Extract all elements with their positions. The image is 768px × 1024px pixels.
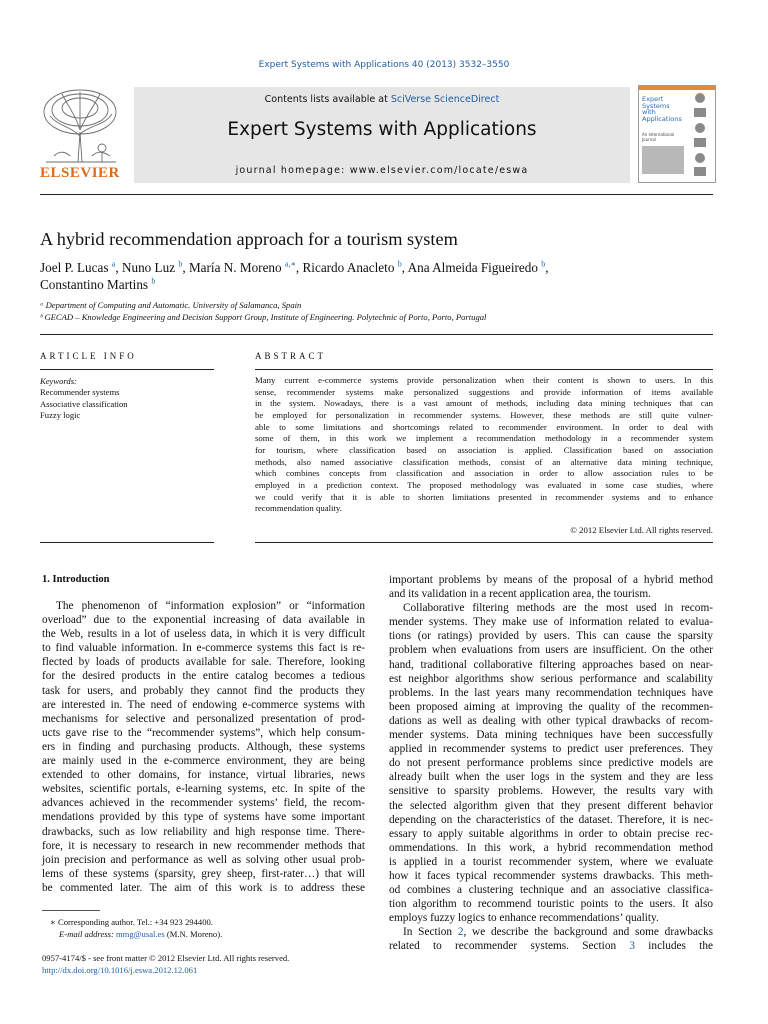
body-line: are interested in. The need of endowing e-commerce systems with: [42, 698, 365, 711]
elsevier-wordmark: ELSEVIER: [40, 165, 120, 181]
body-line: ucts gave rise to the “recommender systems”, which help consum-: [42, 726, 365, 739]
affiliation-b: ᵇ GECAD – Knowledge Engineering and Decision Support Group, Institute of Engineering. Polytechnic of Porto, Porto, Portugal: [40, 312, 487, 322]
journal-banner: [134, 87, 630, 183]
body-line: task for users, and probably they cannot find the products they: [42, 684, 365, 697]
abstract-line: some of them, in this work we implement a recommendation methodology in a recommender system: [255, 433, 713, 444]
body-line: tions (or ratings) provided by users. This can cause the sparsity: [389, 630, 713, 643]
body-line: do not present performance problems since predictive models are: [389, 757, 713, 770]
body-line: The phenomenon of “information explosion” or “information: [56, 600, 365, 612]
body-line: the selected algorithm given that they present different behavior: [389, 799, 713, 812]
abstract-body: [255, 375, 713, 515]
abstract-line: for tourism, where classification based on association is applied. Classification based on association: [255, 444, 713, 455]
body-line: and its validation in a recent application area, the tourism.: [389, 588, 651, 601]
author-affiliation-mark[interactable]: a,∗: [284, 259, 296, 269]
section-heading: 1. Introduction: [42, 574, 110, 585]
body-line: already built when the user logs in the system and they are less: [389, 771, 713, 784]
section-reference-link[interactable]: 3: [629, 940, 636, 953]
author-affiliation-mark[interactable]: b: [178, 259, 183, 269]
body-line: ommendations. In this work, a hybrid recommendation method: [389, 841, 713, 854]
body-line: hand, traditional collaborative filtering approaches based on near-: [389, 658, 713, 671]
abstract-rule: [255, 369, 713, 370]
abstract-bottom-rule: [255, 542, 713, 543]
body-line: problems. In the last years many recommendation techniques have: [389, 686, 713, 699]
copyright-notice: © 2012 Elsevier Ltd. All rights reserved.: [570, 525, 713, 535]
affiliation-rule: [40, 334, 713, 335]
abstract-line: sense, recommender systems make personalized suggestions and provide information of items available: [255, 386, 713, 397]
body-line: essary to apply suitable algorithms in order to obtain precise rec-: [389, 827, 713, 840]
body-line: problem when evaluations from users are insufficient. On the other: [389, 644, 713, 657]
contents-line: [134, 94, 630, 105]
cover-icon-column: [687, 90, 713, 178]
author-affiliation-mark[interactable]: b: [541, 259, 546, 269]
cover-title-line: Applications: [642, 114, 682, 123]
body-line: to find valuable information. In e-commerce systems this fact is re-: [42, 642, 365, 655]
footnote: [50, 917, 222, 940]
body-text: , we describe the background and some drawbacks: [463, 926, 713, 939]
body-line: od combines a clustering technique and an associative classifica-: [389, 884, 713, 897]
article-info-rule: [40, 369, 214, 370]
elsevier-tree-logo: [40, 86, 122, 164]
keywords-block: [40, 376, 128, 421]
body-text: includes the: [635, 940, 713, 953]
body-left-column: [42, 599, 365, 895]
cover-subtitle-line: Journal: [642, 137, 656, 142]
body-line: extended to other domains, for instance, virtual libraries, news: [42, 769, 365, 782]
cover-subtitle: [642, 132, 674, 142]
keyword: Associative classification: [40, 398, 128, 409]
author-name: Ricardo Anacleto: [302, 260, 395, 275]
journal-title: Expert Systems with Applications: [227, 119, 537, 140]
body-line: mendations provided by this type of systems have some important: [42, 811, 365, 824]
body-line: mechanisms for selective and personalized presentation of prod-: [42, 712, 365, 725]
cover-subtitle-line: An International: [642, 132, 675, 137]
abstract-line: employed in a prediction context. The proposed methodology was evaluated in some case studies, where: [255, 479, 713, 490]
author-affiliation-mark[interactable]: b: [397, 259, 402, 269]
body-line: dations as well as dealing with other typical drawbacks of recom-: [389, 714, 713, 727]
body-line: overload” due to the exponential increasing of data available in: [42, 614, 365, 627]
body-line: tion algorithm to recommend touristic points to the users. It also: [389, 898, 713, 911]
body-line: employs fuzzy logics to enhance recommendations’ quality.: [389, 912, 659, 925]
body-line: [389, 939, 713, 953]
author-affiliation-mark[interactable]: b: [151, 276, 156, 286]
keyword: Recommender systems: [40, 387, 120, 398]
body-line: est neighbor algorithms show serious performance and scalability: [389, 672, 713, 685]
body-right-column: [389, 573, 713, 954]
body-line: depending on the characteristics of the dataset. Therefore, it is nec-: [389, 813, 713, 826]
body-line: the Web, results in a lot of useless data, in which it is very difficult: [42, 628, 365, 641]
body-line: is applied in a tourist recommender system, where we evaluate: [389, 855, 713, 868]
issn-line: 0957-4174/$ - see front matter © 2012 Elsevier Ltd. All rights reserved.: [42, 953, 290, 963]
author-line-1: Joel P. Lucas $^a$, Nuno Luz $^b$, María N. Moreno $^{a,∗}$, Ricardo Anacleto $^b$, Ana Almeida Figueiredo $^b$,: [40, 259, 549, 275]
body-line: been proposed aiming at improving the quality of the recommen-: [389, 700, 713, 713]
body-line: mender systems. They make use of information related to evalua-: [389, 616, 713, 629]
keyword: Fuzzy logic: [40, 409, 81, 420]
body-text: related to recommender systems. Section: [389, 940, 630, 953]
email-label: E-mail address:: [59, 928, 116, 939]
author-name: Ana Almeida Figueiredo: [407, 260, 538, 275]
abstract-line: recommendation quality.: [255, 503, 342, 514]
abstract-line: be employed for personalization in recommender systems. However, these methods are still quite vulner-: [255, 409, 713, 420]
keywords-label: Keywords:: [40, 376, 77, 386]
body-line: how it faces typical recommender systems drawbacks. This meth-: [389, 869, 713, 882]
email-line: [50, 929, 222, 941]
cover-title-line: with: [642, 108, 656, 116]
abstract-line: we could verify that it is able to shorten limitations presented in recommender systems and to enhance: [255, 491, 713, 502]
article-info-heading: ARTICLE INFO: [40, 351, 137, 361]
body-line: websites, scientific portals, e-learning systems, etc. In spite of the: [42, 783, 365, 796]
footnote-rule: [42, 910, 100, 911]
author-affiliation-mark[interactable]: a: [111, 259, 116, 269]
author-list: [40, 259, 720, 293]
body-text: In Section: [403, 926, 458, 939]
cover-title: [642, 96, 682, 122]
article-title: A hybrid recommendation approach for a tourism system: [40, 229, 458, 249]
doi-link[interactable]: http://dx.doi.org/10.1016/j.eswa.2012.12.061: [42, 964, 198, 975]
body-line: applied in recommender systems to predict user preferences. They: [389, 743, 713, 756]
cover-title-line: Expert: [642, 95, 664, 103]
author-line-2: [40, 276, 720, 293]
article-info-bottom-rule: [40, 542, 214, 543]
sciencedirect-link[interactable]: SciVerse ScienceDirect: [390, 94, 500, 105]
body-line: ers in finding and purchasing products. Although, these systems: [42, 740, 365, 753]
abstract-line: methods, also named associative classification methods, consist of an alternative data mining technique,: [255, 456, 713, 467]
header-rule: [40, 194, 713, 195]
email-suffix: (M.N. Moreno).: [164, 928, 223, 939]
body-line: fore, it is necessary to research in new recommender methods that: [42, 839, 365, 852]
affiliations: [40, 299, 486, 323]
cover-color-block: [642, 146, 684, 174]
body-line: sensitive to sparsity problems. However, the results vary with: [389, 785, 713, 798]
body-line: important problems by means of the proposal of a hybrid method: [389, 574, 713, 586]
author-name: Nuno Luz: [121, 260, 176, 275]
email-link[interactable]: mmg@usal.es: [115, 928, 165, 939]
cover-title-line: Systems: [642, 101, 670, 110]
page-footer: [42, 953, 289, 976]
affiliation-a: ᵃ Department of Computing and Automatic. University of Salamanca, Spain: [40, 300, 302, 310]
body-line: drawbacks, such as low reliability and high response time. There-: [42, 825, 365, 838]
journal-citation[interactable]: Expert Systems with Applications 40 (2013) 3532–3550: [258, 60, 510, 70]
journal-cover-thumbnail: [638, 85, 716, 183]
body-line: flected by loads of products available for sale. Therefore, looking: [42, 656, 365, 669]
corresponding-author: ∗ Corresponding author. Tel.: +34 923 294400.: [50, 917, 213, 927]
abstract-line: Many current e-commerce systems provide personalization when their content is shown to users. In this: [255, 375, 713, 385]
body-line: Collaborative filtering methods are the most used in recom-: [403, 602, 713, 615]
body-line: mender systems. Data mining techniques have been successfully: [389, 729, 713, 742]
section-reference-link[interactable]: 2: [457, 926, 464, 939]
abstract-line: in the system. Nowadays, there is a vast amount of methods, including data mining techniques that can: [255, 398, 713, 409]
body-line: join precision and performance as well as solving other usual prob-: [42, 853, 365, 866]
author-name: María N. Moreno: [188, 260, 282, 275]
body-line: advances achieved in the recommender systems’ field, the recom-: [42, 797, 365, 810]
author-name: Joel P. Lucas: [40, 260, 109, 275]
contents-prefix: Contents lists available at: [264, 94, 391, 105]
body-line: for the desired products in the entire catalog becomes a tedious: [42, 670, 365, 683]
abstract-heading: ABSTRACT: [255, 351, 327, 361]
body-line: [389, 925, 713, 939]
author-name: Constantino Martins: [40, 277, 149, 292]
body-line: be commented later. The aim of this work is to address these: [42, 881, 365, 894]
body-line: are mainly used in the e-commerce environment, they are being: [42, 755, 365, 768]
abstract-line: able to some limitations and shortcomings related to recommender environment. In order to deal with: [255, 421, 713, 432]
body-line: lems of these systems (sparsity, grey sheep, first-rater…) that will: [42, 867, 365, 880]
journal-homepage[interactable]: journal homepage: www.elsevier.com/locate/eswa: [235, 165, 529, 176]
abstract-line: which combines concepts from classification and association in order to allow association rules to be: [255, 468, 713, 479]
